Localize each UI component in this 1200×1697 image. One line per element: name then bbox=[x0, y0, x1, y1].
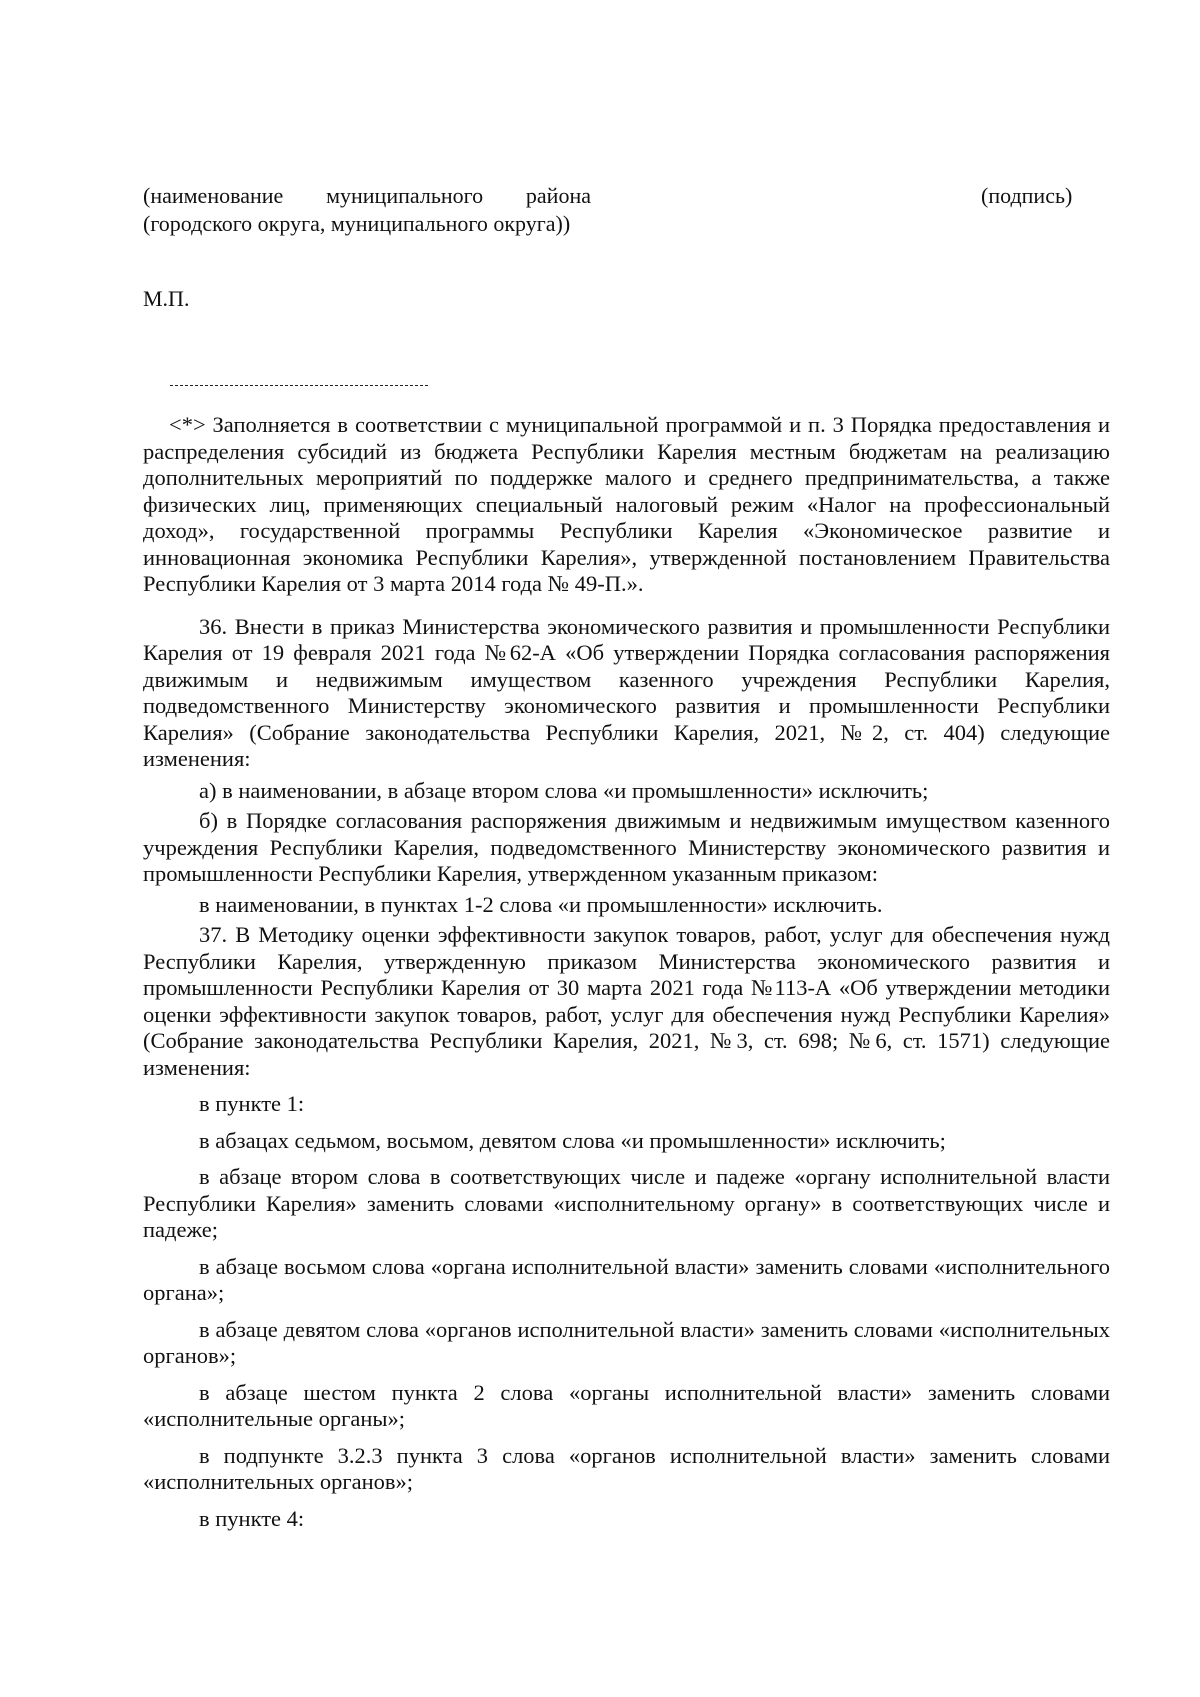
seal-label: М.П. bbox=[143, 286, 190, 311]
paragraph-37-item-3: в абзаце восьмом слова «органа исполнительной власти» заменить словами «исполнительного органа»; bbox=[143, 1253, 1110, 1305]
paragraph-37-item-1: в абзацах седьмом, восьмом, девятом слова «и промышленности» исключить; bbox=[199, 1127, 946, 1153]
paragraph-37-item-4: в абзаце девятом слова «органов исполнительной власти» заменить словами «исполнительных органов»; bbox=[143, 1316, 1110, 1368]
paragraph-clause-36: 36. Внести в приказ Министерства экономического развития и промышленности Республики Карелия от 19 февраля 2021 года №62-А «Об утверждении Порядка согласования распоряжения движимым и недвижимым имуществом казенного учреждения Республики Карелия, подведомственного Министерству экономического развития и промышленности Республики Карелия» (Собрание законодательства Республики Карелия, 2021, №2, ст. 404) следующие изменения: bbox=[143, 613, 1110, 771]
municipality-name-label: (наименование муниципального района (городского округа, муниципального округа)) bbox=[143, 183, 591, 236]
document-body bbox=[143, 412, 1110, 1542]
paragraph-37-point-1: в пункте 1: bbox=[199, 1091, 305, 1116]
paragraph-37-item-2: в абзаце втором слова в соответствующих числе и падеже «органу исполнительной власти Республики Карелия» заменить словами «исполнительному органу» в соответствующих числе и падеже; bbox=[143, 1164, 1110, 1242]
paragraph-clause-37: 37. В Методику оценки эффективности закупок товаров, работ, услуг для обеспечения нужд Республики Карелия, утвержденную приказом Министерства экономического развития и промышленности Республики Карелия от 30 марта 2021 года №113-А «Об утверждении методики оценки эффективности закупок товаров, работ, услуг для обеспечения нужд Республики Карелия» (Собрание законодательства Республики Карелия, 2021, №3, ст. 698; №6, ст. 1571) следующие изменения: bbox=[143, 922, 1110, 1080]
footnote-text: <*> Заполняется в соответствии с муниципальной программой и п. 3 Порядка предоставления и распределения субсидий из бюджета Республики Карелия местным бюджетам на реализацию дополнительных мероприятий по поддержке малого и среднего предпринимательства, а также физических лиц, применяющих специальный налоговый режим «Налог на профессиональный доход», государственной программы Республики Карелия «Экономическое развитие и инновационная экономика Республики Карелия», утвержденной постановлением Правительства Республики Карелия от 3 марта 2014 года № 49-П.». bbox=[143, 412, 1110, 596]
paragraph-36b: б) в Порядке согласования распоряжения движимым и недвижимым имуществом казенного учреждения Республики Карелия, подведомственного Министерству экономического развития и промышленности Республики Карелия, утвержденном указанным приказом: bbox=[143, 808, 1110, 886]
signature-label: (подпись) bbox=[981, 183, 1073, 208]
footnote-separator bbox=[170, 385, 428, 386]
paragraph-37-item-5: в абзаце шестом пункта 2 слова «органы исполнительной власти» заменить словами «исполнительные органы»; bbox=[143, 1379, 1110, 1431]
paragraph-37-item-6: в подпункте 3.2.3 пункта 3 слова «органов исполнительной власти» заменить словами «исполнительных органов»; bbox=[143, 1442, 1110, 1494]
paragraph-36a: а) в наименовании, в абзаце втором слова «и промышленности» исключить; bbox=[199, 777, 929, 803]
paragraph-37-point-4: в пункте 4: bbox=[199, 1505, 305, 1531]
paragraph-36b-item: в наименовании, в пунктах 1-2 слова «и промышленности» исключить. bbox=[199, 891, 883, 917]
